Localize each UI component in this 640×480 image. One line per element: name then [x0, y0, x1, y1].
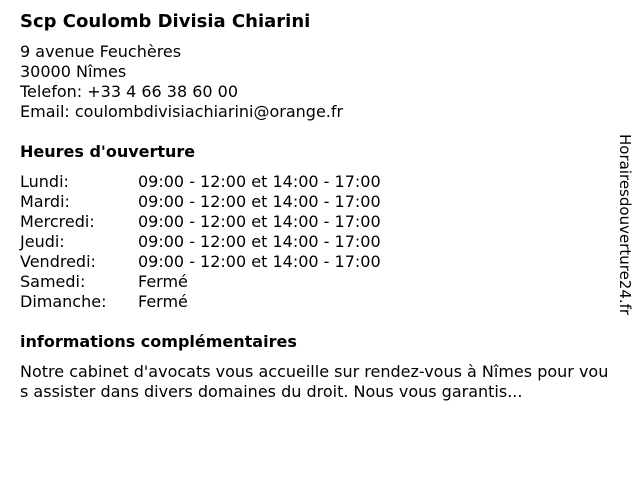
hours-time: Fermé: [138, 272, 188, 291]
opening-hours-heading: Heures d'ouverture: [20, 142, 196, 161]
contact-block: [20, 42, 610, 122]
hours-row-sunday: [20, 292, 610, 312]
hours-day: Vendredi:: [20, 252, 96, 271]
watermark-text: Horairesdouverture24.fr: [616, 134, 634, 316]
hours-day: Mercredi:: [20, 212, 95, 231]
hours-day: Dimanche:: [20, 292, 107, 311]
hours-day: Samedi:: [20, 272, 86, 291]
watermark: [610, 134, 640, 374]
additional-info-text: Notre cabinet d'avocats vous accueille sur rendez-vous à Nîmes pour vous assister dans divers domaines du droit. Nous vous garantis...: [20, 362, 609, 401]
hours-day: Jeudi:: [20, 232, 65, 251]
hours-row-saturday: [20, 272, 610, 292]
hours-time: 09:00 - 12:00 et 14:00 - 17:00: [138, 232, 381, 251]
business-name: Scp Coulomb Divisia Chiarini: [20, 11, 311, 32]
hours-time: Fermé: [138, 292, 188, 311]
hours-row-friday: [20, 252, 610, 272]
business-details: [20, 10, 610, 402]
hours-time: 09:00 - 12:00 et 14:00 - 17:00: [138, 252, 381, 271]
additional-info-heading: informations complémentaires: [20, 332, 297, 351]
email-text: Email: coulombdivisiachiarini@orange.fr: [20, 102, 344, 121]
hours-row-tuesday: [20, 192, 610, 212]
address-line-city: 30000 Nîmes: [20, 62, 127, 81]
hours-time: 09:00 - 12:00 et 14:00 - 17:00: [138, 172, 381, 191]
opening-hours-table: [20, 172, 610, 312]
address-line-street: 9 avenue Feuchères: [20, 42, 182, 61]
hours-day: Lundi:: [20, 172, 69, 191]
hours-day: Mardi:: [20, 192, 70, 211]
hours-row-monday: [20, 172, 610, 192]
hours-row-thursday: [20, 232, 610, 252]
hours-row-wednesday: [20, 212, 610, 232]
phone-text: Telefon: +33 4 66 38 60 00: [20, 82, 239, 101]
hours-time: 09:00 - 12:00 et 14:00 - 17:00: [138, 192, 381, 211]
hours-time: 09:00 - 12:00 et 14:00 - 17:00: [138, 212, 381, 231]
